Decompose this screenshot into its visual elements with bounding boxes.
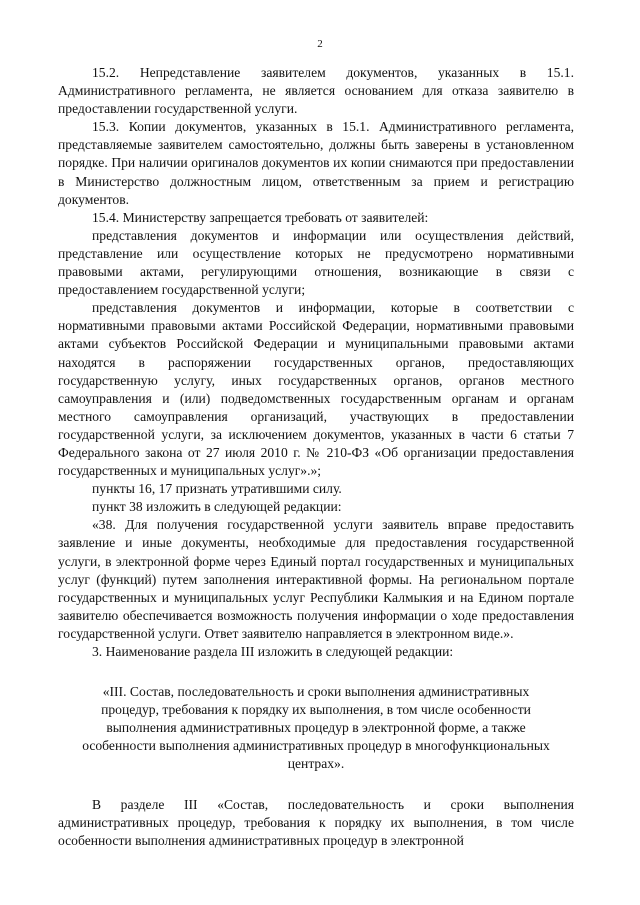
paragraph-items-16-17: пункты 16, 17 признать утратившими силу. — [92, 481, 342, 497]
paragraph-15-4: 15.4. Министерству запрещается требовать от заявителей: — [92, 209, 429, 225]
paragraph-item-38: «38. Для получения государственной услуги заявитель вправе предоставить заявление и иные документы, необходимые для предоставления государственной услуги, в электронной форме через Единый портал государственных и муниципальных услуг (функций) путем заполнения интерактивной формы. На региональном портале государственных и муниципальных услуг Республики Калмыкия и на Едином портале заявителю обеспечивается возможность получения информации о ходе предоставления государственной услуги. Ответ заявителю направляется в электронном виде.». — [58, 517, 574, 641]
paragraph-prohibition-2: представления документов и информации, которые в соответствии с нормативными правовыми актами Российской Федерации, нормативными правовыми актами субъектов Российской Федерации и муниципальными правовыми актами находятся в распоряжении государственных органов, предоставляющих государственную услугу, иных государственных органов, органов местного самоуправления и (или) подведомственных государственным органам и органам местного самоуправления организаций, участвующих в предоставлении государственной услуги, за исключением документов, указанных в части 6 статьи 7 Федерального закона от 27 июля 2010 г. № 210-ФЗ «Об организации предоставления государственных и муниципальных услуг».»; — [58, 300, 574, 479]
paragraph-section-3-intro: 3. Наименование раздела III изложить в следующей редакции: — [92, 644, 454, 659]
page-number: 2 — [317, 38, 323, 50]
paragraph-section-3-text: В разделе III «Состав, последовательность и сроки выполнения административных процедур, требования к порядку их выполнения, в том числе особенности выполнения административных процедур в электронной — [58, 796, 574, 848]
section-heading: «III. Состав, последовательность и сроки выполнения административных процедур, требования к порядку их выполнения, в том числе особенности выполнения административных процедур в электронной форме, а также особенности выполнения административных процедур в многофункциональных центрах». — [82, 684, 550, 772]
document-body — [58, 64, 574, 850]
paragraph-15-2: 15.2. Непредставление заявителем документов, указанных в 15.1. Административного регламента, не является основанием для отказа заявителю в предоставлении государственной услуги. — [58, 65, 574, 117]
paragraph-item-38-intro: пункт 38 изложить в следующей редакции: — [92, 499, 342, 515]
paragraph-15-3: 15.3. Копии документов, указанных в 15.1. Административного регламента, представляемые заявителем самостоятельно, должны быть заверены в установленном порядке. При наличии оригиналов документов их копии снимаются при предоставлении в Министерство должностным лицом, ответственным за прием и регистрацию документов. — [58, 119, 574, 207]
paragraph-prohibition-1: представления документов и информации или осуществления действий, представление или осуществление которых не предусмотрено нормативными правовыми актами, регулирующими отношения, возникающие в связи с предоставлением государственной услуги; — [58, 227, 574, 298]
